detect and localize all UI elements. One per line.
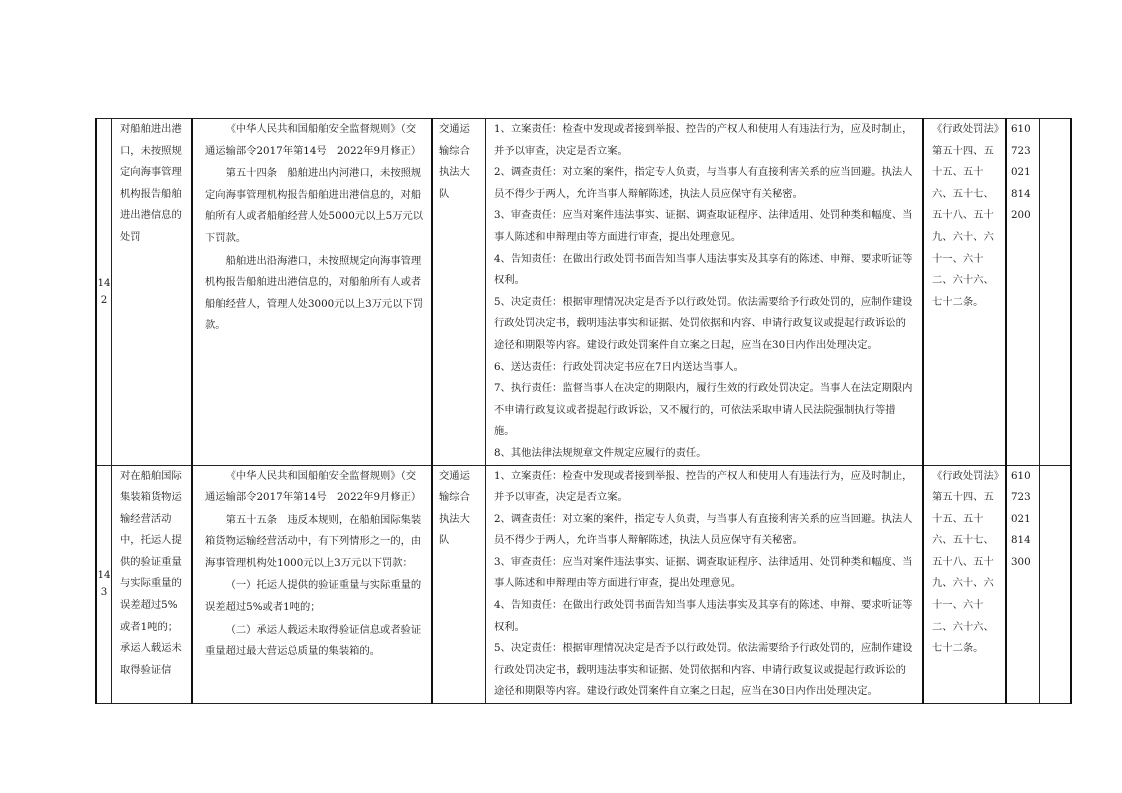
responsibility-item: 7、执行责任：监督当事人在决定的期限内，履行生效的行政处罚决定。当事人在法定期限内不申请行政复议或者提起行政诉讼，又不履行的，可依法采取申请人民法院强制执行等措施。 (494, 382, 913, 438)
legal-basis-cell (192, 465, 432, 704)
law-basis-cell (923, 465, 1006, 704)
responsibility-cell (486, 119, 924, 466)
code-part: 814 (1011, 187, 1031, 200)
responsibility-item: 4、告知责任：在做出行政处罚书面告知当事人违法事实及其享有的陈述、申辩、要求听证等权利。 (494, 252, 913, 287)
responsibility-item: 3、审查责任：应当对案件违法事实、证据、调查取证程序、法律适用、处罚种类和幅度、当事人陈述和申辩理由等方面进行审查，提出处理意见。 (494, 209, 913, 243)
responsibility-item: 1、立案责任：检查中发现或者接到举报、控告的产权人和使用人有违法行为，应及时制止，并予以审查，决定是否立案。 (494, 123, 913, 157)
code-part: 723 (1011, 491, 1031, 504)
basis-paragraph: 《中华人民共和国船舶安全监督规则》（交通运输部令2017年第14号 2022年9月修正） (205, 469, 422, 504)
row-number-cell (96, 465, 112, 704)
item-name: 对在船舶国际集装箱货物运输经营活动中，托运人提供的验证重量与实际重量的误差超过5%或者1吨的；承运人载运未取得验证信 (120, 469, 182, 676)
code-part: 200 (1011, 209, 1031, 222)
code-part: 610 (1011, 123, 1031, 135)
remarks-cell (1040, 465, 1072, 704)
department-cell (432, 119, 486, 466)
row-number-part: 14 (97, 569, 111, 582)
responsibility-item: 3、审查责任：应当对案件违法事实、证据、调查取证程序、法律适用、处罚种类和幅度、当事人陈述和申辩理由等方面进行审查，提出处理意见。 (494, 555, 913, 590)
department-name: 交通运输综合执法大队 (439, 469, 470, 547)
basis-paragraph: 第五十五条 违反本规则，在船舶国际集装箱货物运输经营活动中，有下列情形之一的，由海事管理机构处1000元以上3万元以下罚款： (205, 513, 422, 569)
code-part: 021 (1011, 166, 1031, 179)
responsibility-cell (486, 465, 924, 704)
row-number-cell (96, 119, 112, 466)
item-name-cell (112, 119, 193, 466)
item-name-cell (112, 465, 193, 704)
responsibility-item: 1、立案责任：检查中发现或者接到举报、控告的产权人和使用人有违法行为，应及时制止，并予以审查，决定是否立案。 (494, 469, 913, 504)
basis-paragraph: （一）托运人提供的验证重量与实际重量的误差超过5%或者1吨的； (205, 579, 422, 614)
row-number-part: 2 (100, 293, 108, 306)
department-name: 交通运输综合执法大队 (439, 123, 470, 200)
basis-paragraph: 第五十四条 船舶进出内河港口，未按照规定向海事管理机构报告船舶进出港信息的，对船舶所有人或者船舶经营人处5000元以上5万元以下罚款。 (205, 167, 424, 244)
basis-paragraph: （二）承运人载运未取得验证信息或者验证重量超过最大营运总质量的集装箱的。 (205, 623, 422, 658)
code-part: 610 (1011, 469, 1031, 482)
responsibility-item: 4、告知责任：在做出行政处罚书面告知当事人违法事实及其享有的陈述、申辩、要求听证等权利。 (494, 599, 913, 633)
law-basis-cell (923, 119, 1006, 466)
law-basis: 《行政处罚法》第五十四、五十五、五十六、五十七、五十八、五十九、六十、六十一、六十二、六十六、七十二条。 (932, 123, 999, 308)
code-part: 814 (1011, 534, 1031, 547)
basis-paragraph: 船舶进出沿海港口，未按照规定向海事管理机构报告船舶进出港信息的，对船舶所有人或者船舶经营人，管理人处3000元以上3万元以下罚款。 (205, 254, 424, 332)
responsibility-item: 5、决定责任：根据审理情况决定是否予以行政处罚。依法需要给予行政处罚的，应制作建设行政处罚决定书，载明违法事实和证据、处罚依据和内容、申请行政复议或提起行政诉讼的途径和期限等内容。建设行政处罚案件自立案之日起，应当在30日内作出处理决定。 (494, 642, 913, 698)
basis-paragraph: 《中华人民共和国船舶安全监督规则》（交通运输部令2017年第14号 2022年9月修正） (205, 123, 422, 157)
responsibility-item: 8、其他法律法规规章文件规定应履行的责任。 (494, 446, 707, 459)
responsibility-item: 5、决定责任：根据审理情况决定是否予以行政处罚。依法需要给予行政处罚的，应制作建设行政处罚决定书，载明违法事实和证据、处罚依据和内容、申请行政复议或提起行政诉讼的途径和期限等内容。建设行政处罚案件自立案之日起，应当在30日内作出处理决定。 (494, 295, 913, 351)
department-cell (432, 465, 486, 704)
code-part: 300 (1011, 555, 1031, 568)
responsibility-item: 6、送达责任：行政处罚决定书应在7日内送达当事人。 (494, 360, 744, 373)
remarks-cell (1040, 119, 1072, 466)
row-number-part: 14 (97, 276, 111, 289)
code-cell (1006, 465, 1040, 704)
item-name: 对船舶进出港口，未按照规定向海事管理机构报告船舶进出港信息的处罚 (120, 123, 182, 243)
row-number-part: 3 (100, 586, 108, 599)
responsibility-item: 2、调查责任：对立案的案件，指定专人负责，与当事人有直接利害关系的应当回避。执法人员不得少于两人，允许当事人辩解陈述，执法人员应保守有关秘密。 (494, 512, 913, 547)
law-basis: 《行政处罚法》第五十四、五十五、五十六、五十七、五十八、五十九、六十、六十一、六十二、六十六、七十二条。 (932, 469, 999, 655)
legal-basis-cell (192, 119, 432, 466)
table-row (96, 465, 1071, 704)
table-row (96, 119, 1071, 466)
code-part: 723 (1011, 144, 1031, 157)
code-part: 021 (1011, 512, 1031, 525)
responsibility-item: 2、调查责任：对立案的案件，指定专人负责，与当事人有直接利害关系的应当回避。执法人员不得少于两人，允许当事人辩解陈述，执法人员应保守有关秘密。 (494, 166, 913, 200)
code-cell (1006, 119, 1040, 466)
penalty-table (95, 118, 1072, 704)
